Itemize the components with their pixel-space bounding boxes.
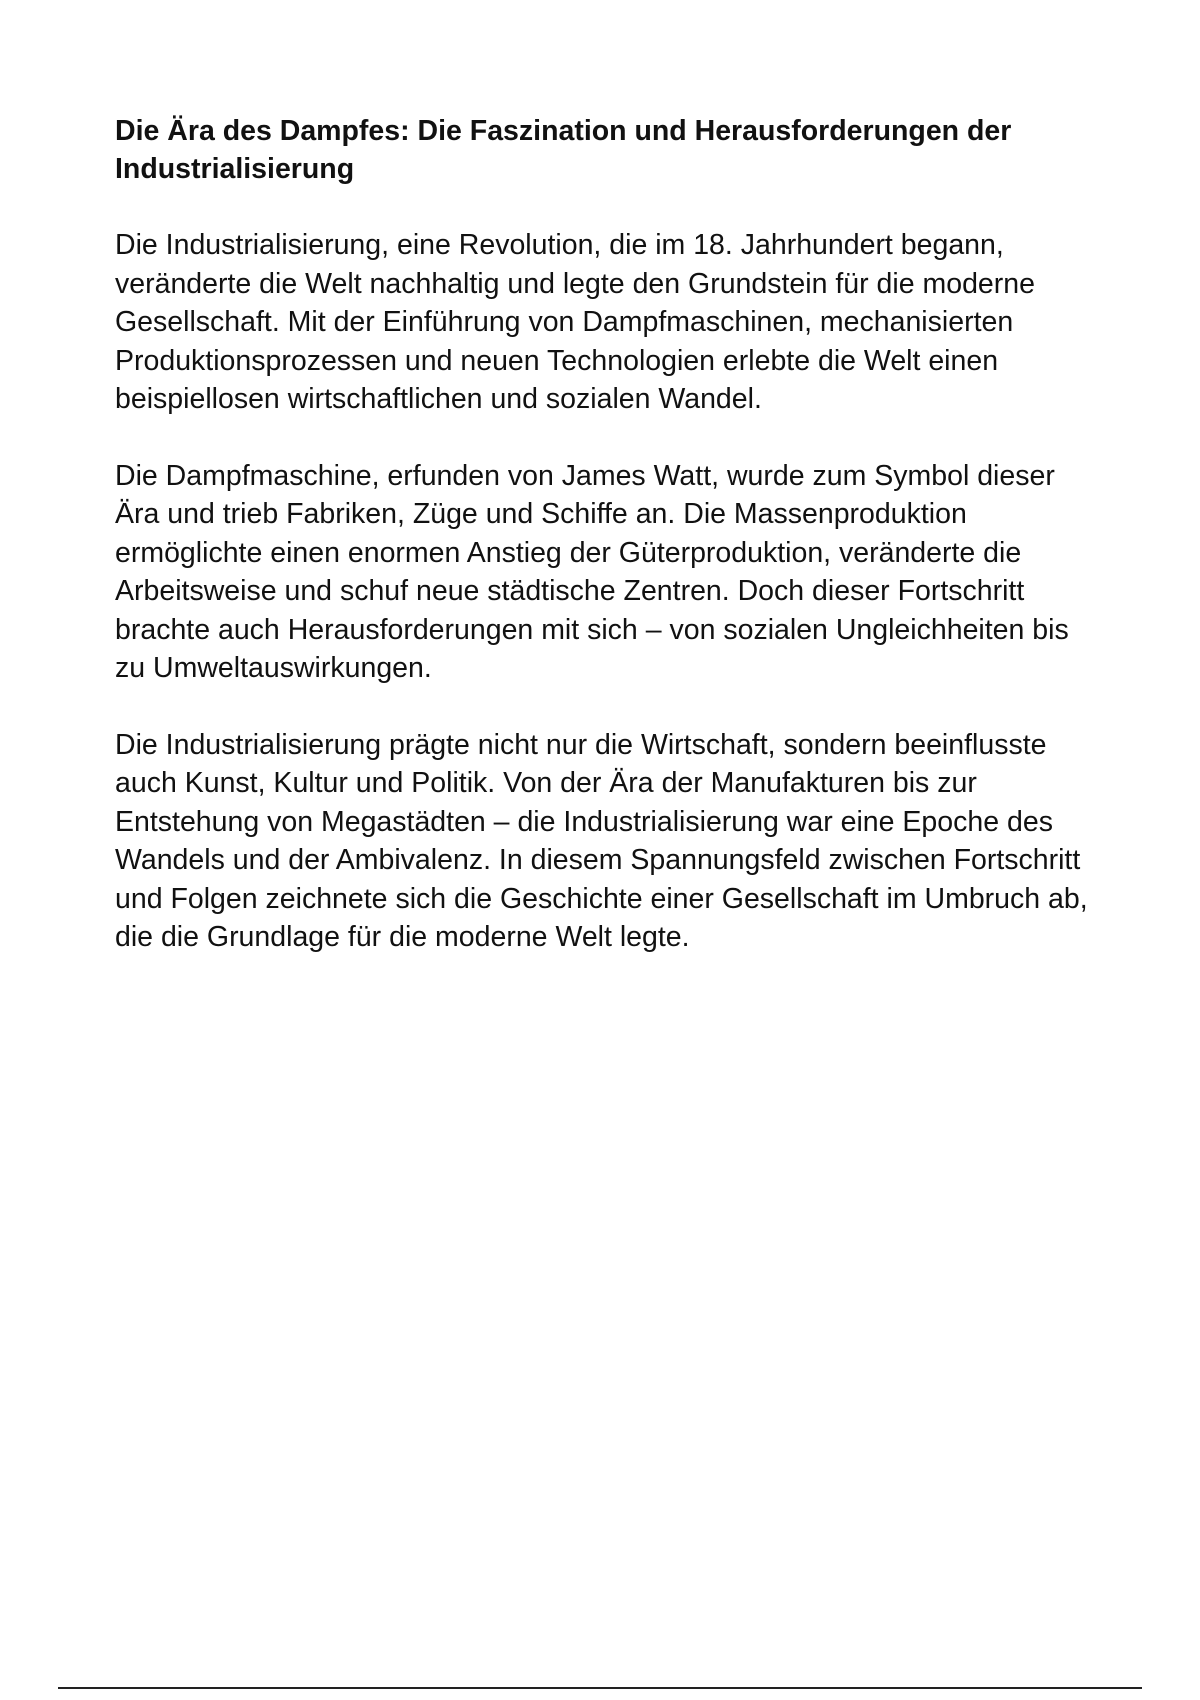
- paragraph-steam-engine: Die Dampfmaschine, erfunden von James Watt, wurde zum Symbol dieser Ära und trieb Fabriken, Züge und Schiffe an. Die Massenproduktion ermöglichte einen enormen Anstieg der Güterproduktion, veränderte die Arbeitsweise und schuf neue städtische Zentren. Doch dieser Fortschritt brachte auch Herausforderungen mit sich – von sozialen Ungleichheiten bis zu Umweltauswirkungen.: [115, 459, 1069, 684]
- paragraph-cultural-impact: Die Industrialisierung prägte nicht nur die Wirtschaft, sondern beeinflusste auch Kunst, Kultur und Politik. Von der Ära der Manufakturen bis zur Entstehung von Megastädten – die Industrialisierung war eine Epoche des Wandels und der Ambivalenz. In diesem Spannungsfeld zwischen Fortschritt und Folgen zeichnete sich die Geschichte einer Gesellschaft im Umbruch ab, die die Grundlage für die moderne Welt legte.: [115, 728, 1088, 953]
- document-title: Die Ära des Dampfes: Die Faszination und Herausforderungen der Industrialisierung: [115, 115, 1012, 185]
- footer-divider: [58, 1687, 1142, 1689]
- paragraph-introduction: Die Industrialisierung, eine Revolution, die im 18. Jahrhundert begann, veränderte die Welt nachhaltig und legte den Grundstein für die moderne Gesellschaft. Mit der Einführung von Dampfmaschinen, mechanisierten Produktionsprozessen und neuen Technologien erlebte die Welt einen beispiellosen wirtschaftlichen und sozialen Wandel.: [115, 229, 1035, 415]
- document-body: [115, 112, 1105, 995]
